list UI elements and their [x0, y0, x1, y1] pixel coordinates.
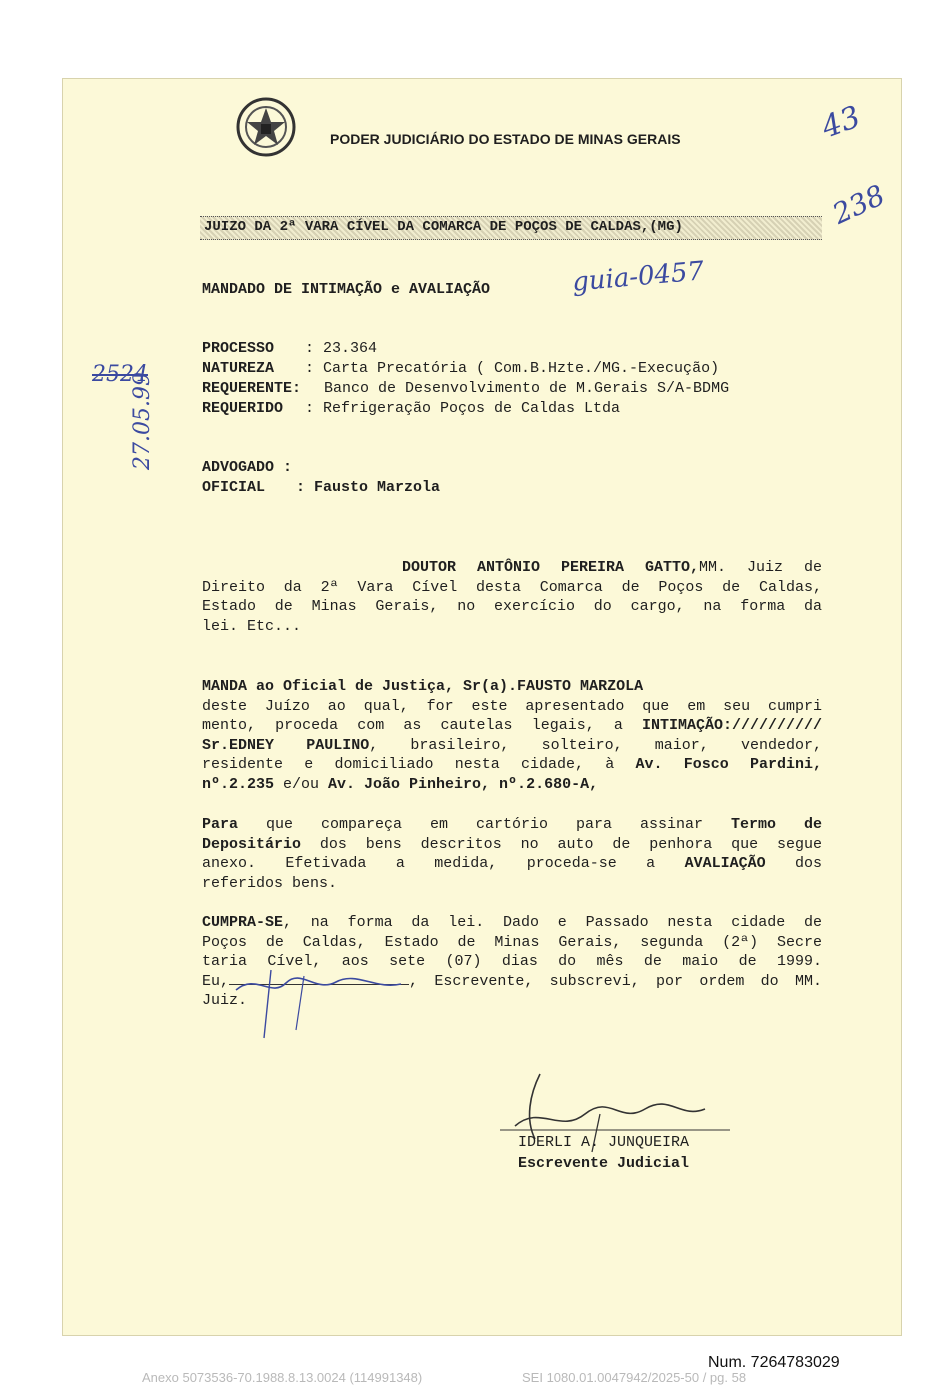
handwritten-guia: guia-0457	[570, 256, 706, 298]
oficial-value: : Fausto Marzola	[296, 479, 441, 496]
document-title: MANDADO DE INTIMAÇÃO e AVALIAÇÃO	[202, 281, 491, 298]
handwritten-left-date: 27.05.99	[130, 372, 155, 470]
requerente-value: Banco de Desenvolvimento de M.Gerais S/A-BDMG	[324, 380, 730, 397]
signatory-role: Escrevente Judicial	[518, 1155, 690, 1172]
para-paragraph: Para que compareça em cartório para assinar Termo de Depositário dos bens descritos no auto de penhora que segue anexo. Efetivada a medida, proceda-se a AVALIAÇÃO dos referidos bens.	[202, 816, 822, 892]
intro-paragraph: DOUTOR ANTÔNIO PEREIRA GATTO,MM. Juiz de Direito da 2ª Vara Cível desta Comarca de Poços de Caldas, Estado de Minas Gerais, no exercício do cargo, na forma da lei. Etc...	[202, 559, 822, 635]
requerido-value: : Refrigeração Poços de Caldas Ltda	[305, 400, 621, 417]
judge-name: DOUTOR ANTÔNIO PEREIRA GATTO,	[402, 559, 699, 576]
handwritten-left-number: 2524	[92, 362, 148, 387]
advogado-label: ADVOGADO :	[202, 459, 293, 476]
sei-reference: SEI 1080.01.0047942/2025-50 / pg. 58	[522, 1370, 747, 1385]
handwritten-page-number-top: 43	[817, 99, 866, 146]
natureza-value: : Carta Precatória ( Com.B.Hzte./MG.-Execução)	[305, 360, 720, 377]
manda-paragraph: MANDA ao Oficial de Justiça, Sr(a).FAUSTO MARZOLA deste Juízo ao qual, for este apresentado que em seu cumpri mento, proceda com as cautelas legais, a INTIMAÇÃO:////////// Sr.EDNEY PAULINO, brasileiro, solteiro, maior, vendedor, residente e domiciliado nesta cidade, à Av. Fosco Pardini, nº.2.235 e/ou Av. João Pinheiro, nº.2.680-A,	[202, 678, 823, 793]
signatory-name: IDERLI A. JUNQUEIRA	[518, 1134, 690, 1151]
document-number: Num. 7264783029	[708, 1354, 840, 1371]
oficial-label: OFICIAL	[202, 479, 266, 496]
coat-of-arms-icon	[235, 96, 297, 158]
natureza-label: NATUREZA	[202, 360, 275, 377]
court-name: JUIZO DA 2ª VARA CÍVEL DA COMARCA DE POÇOS DE CALDAS,(MG)	[204, 219, 683, 235]
institution-header: PODER JUDICIÁRIO DO ESTADO DE MINAS GERAIS	[330, 131, 681, 147]
processo-label: PROCESSO	[202, 340, 275, 357]
requerido-label: REQUERIDO	[202, 400, 284, 417]
handwritten-signature-inline	[226, 968, 426, 1048]
requerente-label: REQUERENTE:	[202, 380, 302, 397]
cumpra-paragraph: CUMPRA-SE, na forma da lei. Dado e Passado nesta cidade de Poços de Caldas, Estado de Minas Gerais, segunda (2ª) Secre taria Cível, aos sete (07) dias do mês de maio de 1999. Eu, , Escrevente, subscrevi, por ordem do MM. Juiz.	[202, 914, 822, 1010]
court-banner	[200, 216, 822, 240]
annex-reference: Anexo 5073536-70.1988.8.13.0024 (114991348)	[142, 1370, 423, 1385]
handwritten-page-number-mid: 238	[827, 178, 890, 231]
processo-value: : 23.364	[305, 340, 378, 357]
